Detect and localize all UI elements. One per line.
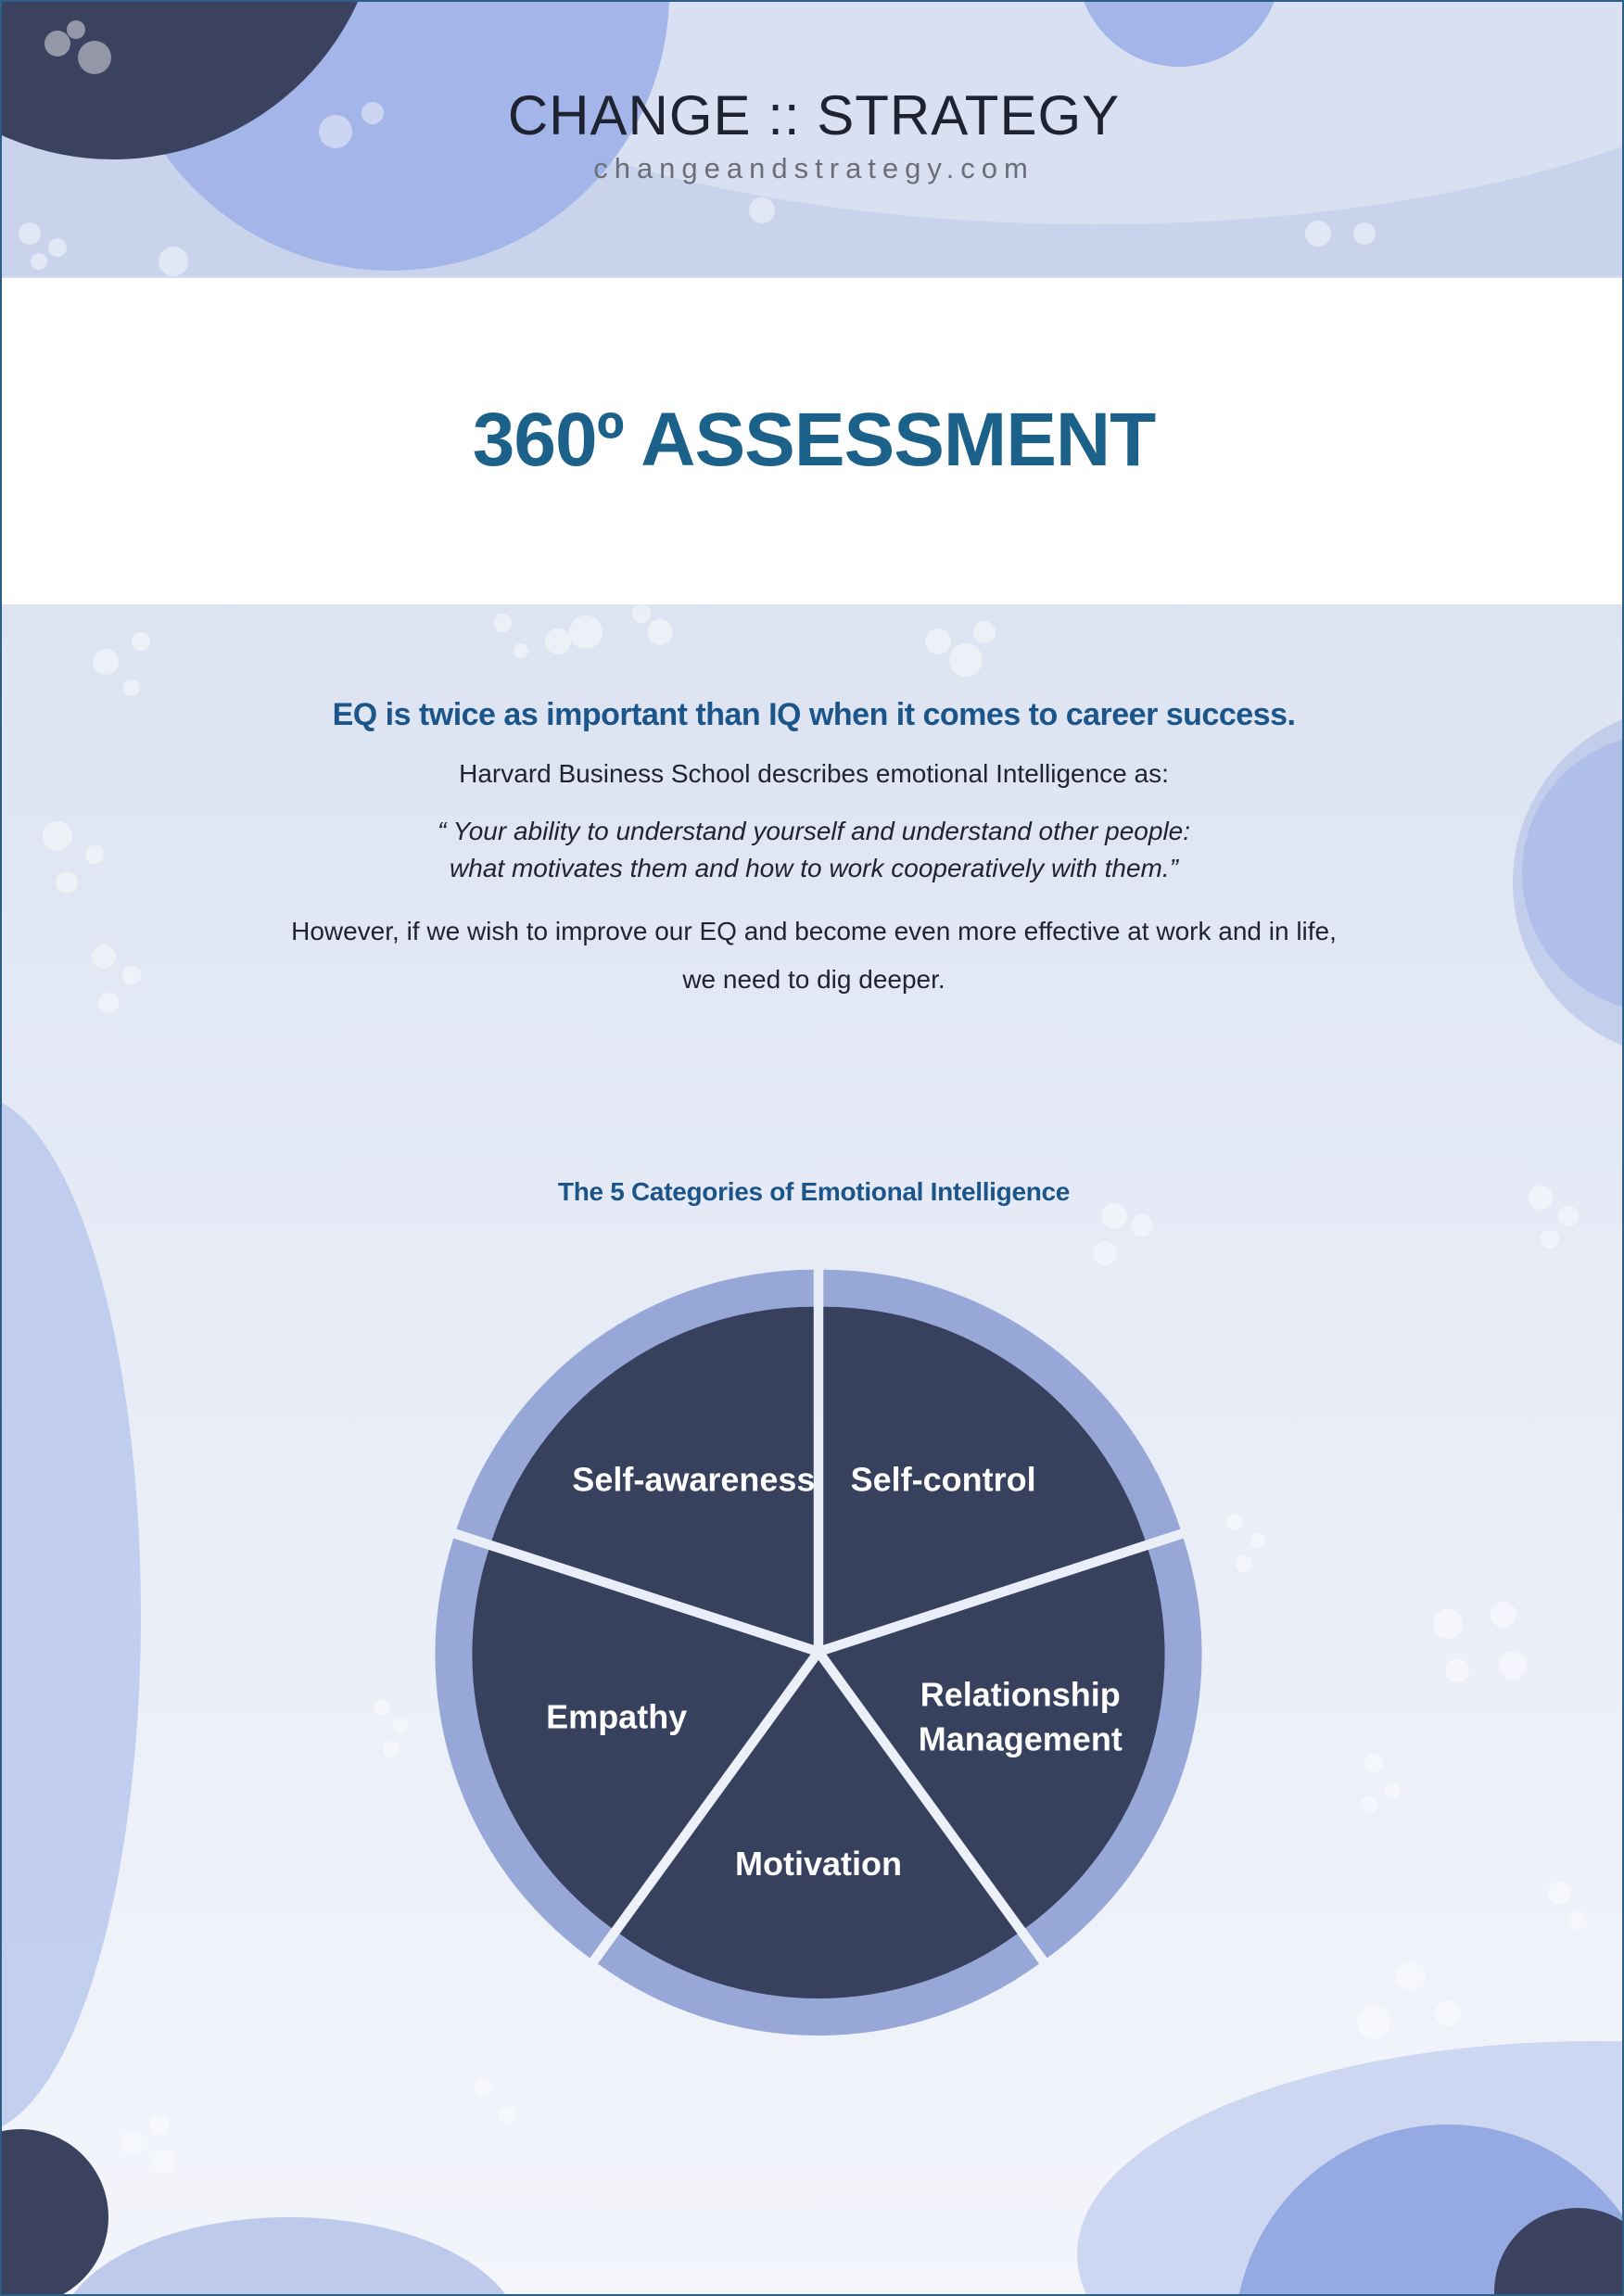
brand-name: CHANGE :: STRATEGY xyxy=(507,84,1121,146)
chart-title: The 5 Categories of Emotional Intelligence xyxy=(557,1177,1071,1206)
slice-label: Motivation xyxy=(735,1845,902,1883)
slice-label: Self-awareness xyxy=(572,1460,816,1499)
closing-line-1: However, if we wish to improve our EQ and become even more effective at work and in life, xyxy=(291,917,1337,945)
slice-label: Empathy xyxy=(546,1697,688,1736)
eq-categories-wheel xyxy=(2,2,1624,2296)
document-title: 360º ASSESSMENT xyxy=(472,398,1156,482)
headline: EQ is twice as important than IQ when it comes to career success. xyxy=(332,697,1296,732)
brand-url: changeandstrategy.com xyxy=(593,152,1034,184)
quote-line-1: “ Your ability to understand yourself and understand other people: xyxy=(437,817,1191,845)
closing-line-2: we need to dig deeper. xyxy=(682,965,945,994)
slice-label: Self-control xyxy=(850,1460,1036,1499)
source-line: Harvard Business School describes emotional Intelligence as: xyxy=(459,759,1169,788)
slice-label: Relationship Management xyxy=(918,1675,1123,1758)
quote-line-2: what motivates them and how to work cooperatively with them.” xyxy=(450,854,1178,882)
